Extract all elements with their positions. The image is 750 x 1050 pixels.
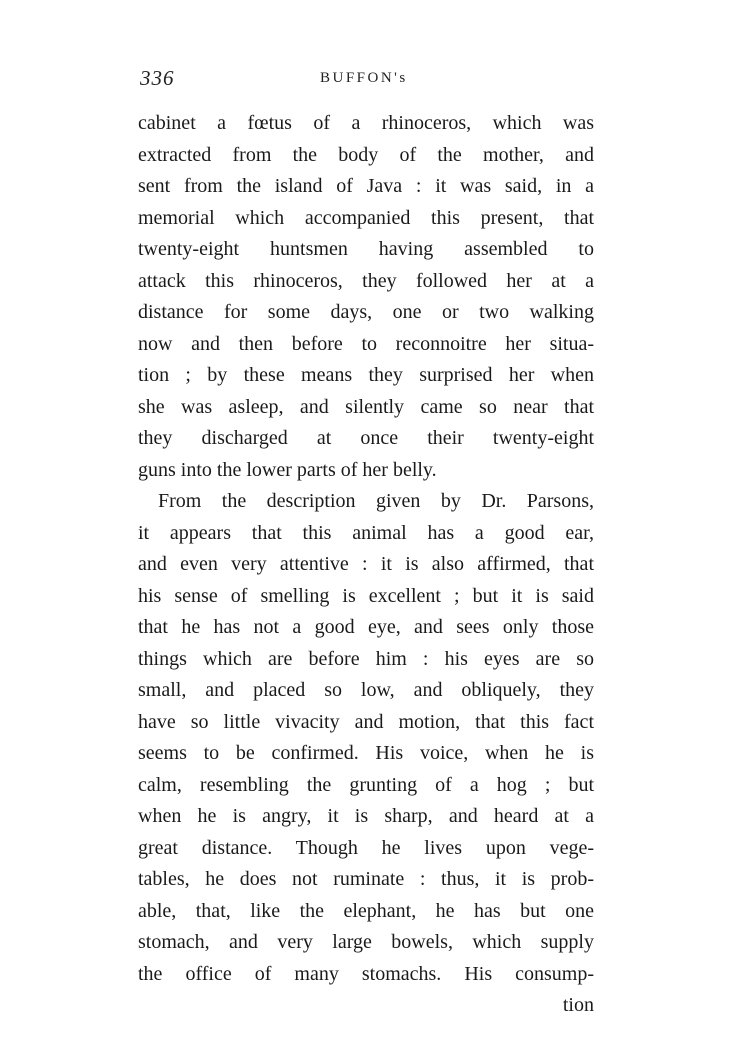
text-line: when he is angry, it is sharp, and heard at a (138, 805, 594, 827)
text-line: cabinet a fœtus of a rhinoceros, which was (138, 112, 594, 134)
text-line: seems to be confirmed. His voice, when he is (138, 742, 594, 764)
text-line: sent from the island of Java : it was said, in a (138, 175, 594, 197)
text-line: attack this rhinoceros, they followed her at a (138, 269, 594, 292)
text-line: they discharged at once their twenty-eight (138, 427, 594, 449)
body-text (138, 108, 594, 1022)
catchword: tion (562, 994, 594, 1016)
text-line: tables, he does not ruminate : thus, it is prob- (138, 868, 594, 890)
text-line: have so little vivacity and motion, that this fact (138, 710, 594, 733)
text-line: able, that, like the elephant, he has but one (138, 899, 594, 922)
running-head: BUFFON's (320, 70, 408, 86)
text-line: things which are before him : his eyes are so (138, 647, 594, 670)
text-line: extracted from the body of the mother, and (138, 143, 594, 166)
text-line: small, and placed so low, and obliquely, they (138, 679, 594, 701)
page-header (140, 66, 600, 96)
text-line: she was asleep, and silently came so near that (138, 395, 594, 418)
text-line: memorial which accompanied this present, that (138, 206, 594, 229)
text-line: guns into the lower parts of her belly. (138, 458, 437, 481)
text-line: the office of many stomachs. His consump- (138, 962, 594, 985)
text-line: his sense of smelling is excellent ; but it is said (138, 584, 594, 607)
page-number: 336 (140, 66, 175, 90)
paragraph-first-line: From the description given by Dr. Parsons, (158, 490, 594, 512)
text-line: calm, resembling the grunting of a hog ; but (138, 773, 594, 796)
text-line: that he has not a good eye, and sees only those (138, 616, 594, 638)
text-line: it appears that this animal has a good ear, (138, 521, 594, 544)
text-line: now and then before to reconnoitre her situa- (138, 332, 594, 355)
text-line: tion ; by these means they surprised her when (138, 364, 594, 386)
text-line: distance for some days, one or two walking (138, 301, 594, 323)
text-line: and even very attentive : it is also affirmed, that (138, 553, 594, 575)
text-line: twenty-eight huntsmen having assembled to (138, 238, 594, 260)
text-line: great distance. Though he lives upon vege- (138, 836, 594, 859)
text-line: stomach, and very large bowels, which supply (138, 931, 594, 953)
